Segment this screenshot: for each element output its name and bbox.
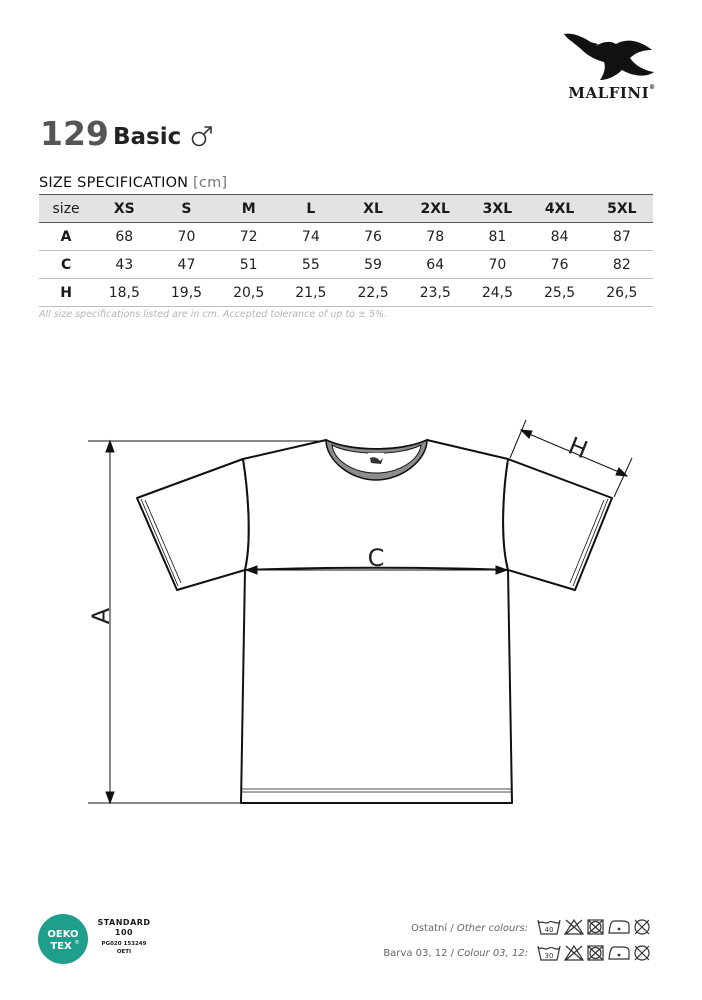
no-tumble-dry-icon [588, 946, 603, 960]
size-header-cell: S [155, 195, 217, 223]
care-row-label: Barva 03, 12 / Colour 03, 12: [383, 948, 528, 959]
size-header-cell: 5XL [591, 195, 653, 223]
table-row [39, 251, 653, 279]
table-cell: 20,5 [218, 279, 280, 307]
size-header-cell: XS [93, 195, 155, 223]
table-cell: 70 [466, 251, 528, 279]
brand-logo [556, 28, 666, 108]
table-cell: 72 [218, 223, 280, 251]
dimension-label-chest: C [367, 544, 385, 572]
oeko-standard: STANDARD 100 [97, 918, 151, 937]
size-header-cell: 2XL [404, 195, 466, 223]
table-row [39, 223, 653, 251]
spec-heading: SIZE SPECIFICATION [cm] [39, 175, 228, 191]
oeko-tex-badge-icon [37, 913, 89, 965]
no-bleach-icon [565, 920, 583, 934]
table-cell: 26,5 [591, 279, 653, 307]
table-cell: 18,5 [93, 279, 155, 307]
iron-icon [609, 921, 629, 933]
oeko-code: PG020 153249 OETI [101, 941, 147, 955]
row-label: H [39, 279, 93, 307]
no-bleach-icon [565, 946, 583, 960]
size-header-row [39, 195, 653, 223]
table-row [39, 279, 653, 307]
table-cell: 59 [342, 251, 404, 279]
table-cell: 55 [280, 251, 342, 279]
size-header-cell: L [280, 195, 342, 223]
table-cell: 76 [529, 251, 591, 279]
table-cell: 64 [404, 251, 466, 279]
spec-unit: [cm] [193, 175, 228, 191]
size-table [39, 194, 653, 307]
svg-text:30: 30 [544, 952, 554, 960]
size-header-cell: 3XL [466, 195, 528, 223]
row-label: C [39, 251, 93, 279]
table-cell: 22,5 [342, 279, 404, 307]
brand-name: MALFINI® [568, 84, 656, 102]
table-cell: 51 [218, 251, 280, 279]
table-cell: 81 [466, 223, 528, 251]
oeko-registered: ® [74, 940, 80, 946]
table-cell: 84 [529, 223, 591, 251]
table-cell: 74 [280, 223, 342, 251]
size-header-cell: M [218, 195, 280, 223]
table-cell: 24,5 [466, 279, 528, 307]
care-icons-row [536, 917, 666, 937]
dimension-label-sleeve: H [564, 431, 592, 465]
care-row-label: Ostatní / Other colours: [410, 923, 528, 934]
svg-text:40: 40 [544, 926, 554, 934]
table-cell: 78 [404, 223, 466, 251]
no-tumble-dry-icon [588, 920, 603, 934]
table-cell: 43 [93, 251, 155, 279]
male-symbol-icon [190, 124, 214, 148]
product-name: Basic [113, 124, 182, 150]
wash-tub-icon [538, 946, 560, 960]
no-dry-clean-icon [635, 946, 649, 960]
table-cell: 68 [93, 223, 155, 251]
no-dry-clean-icon [635, 920, 649, 934]
table-cell: 19,5 [155, 279, 217, 307]
oeko-line-1: OEKO [47, 929, 79, 940]
table-cell: 70 [155, 223, 217, 251]
dimension-label-length: A [87, 607, 115, 625]
eagle-icon [556, 28, 666, 88]
table-cell: 23,5 [404, 279, 466, 307]
t-shirt-diagram-icon [0, 400, 702, 820]
table-cell: 21,5 [280, 279, 342, 307]
table-cell: 76 [342, 223, 404, 251]
table-cell: 25,5 [529, 279, 591, 307]
oeko-line-2: TEX [50, 941, 72, 952]
iron-icon [609, 947, 629, 959]
size-header-cell: XL [342, 195, 404, 223]
care-icons-row [536, 943, 666, 963]
wash-tub-icon [538, 920, 560, 934]
product-number: 129 [40, 114, 109, 153]
table-cell: 82 [591, 251, 653, 279]
table-cell: 47 [155, 251, 217, 279]
row-label: A [39, 223, 93, 251]
table-cell: 87 [591, 223, 653, 251]
size-header-label: size [39, 195, 93, 223]
size-header-cell: 4XL [529, 195, 591, 223]
tolerance-note: All size specifications listed are in cm. Accepted tolerance of up to ± 5%. [39, 309, 388, 320]
